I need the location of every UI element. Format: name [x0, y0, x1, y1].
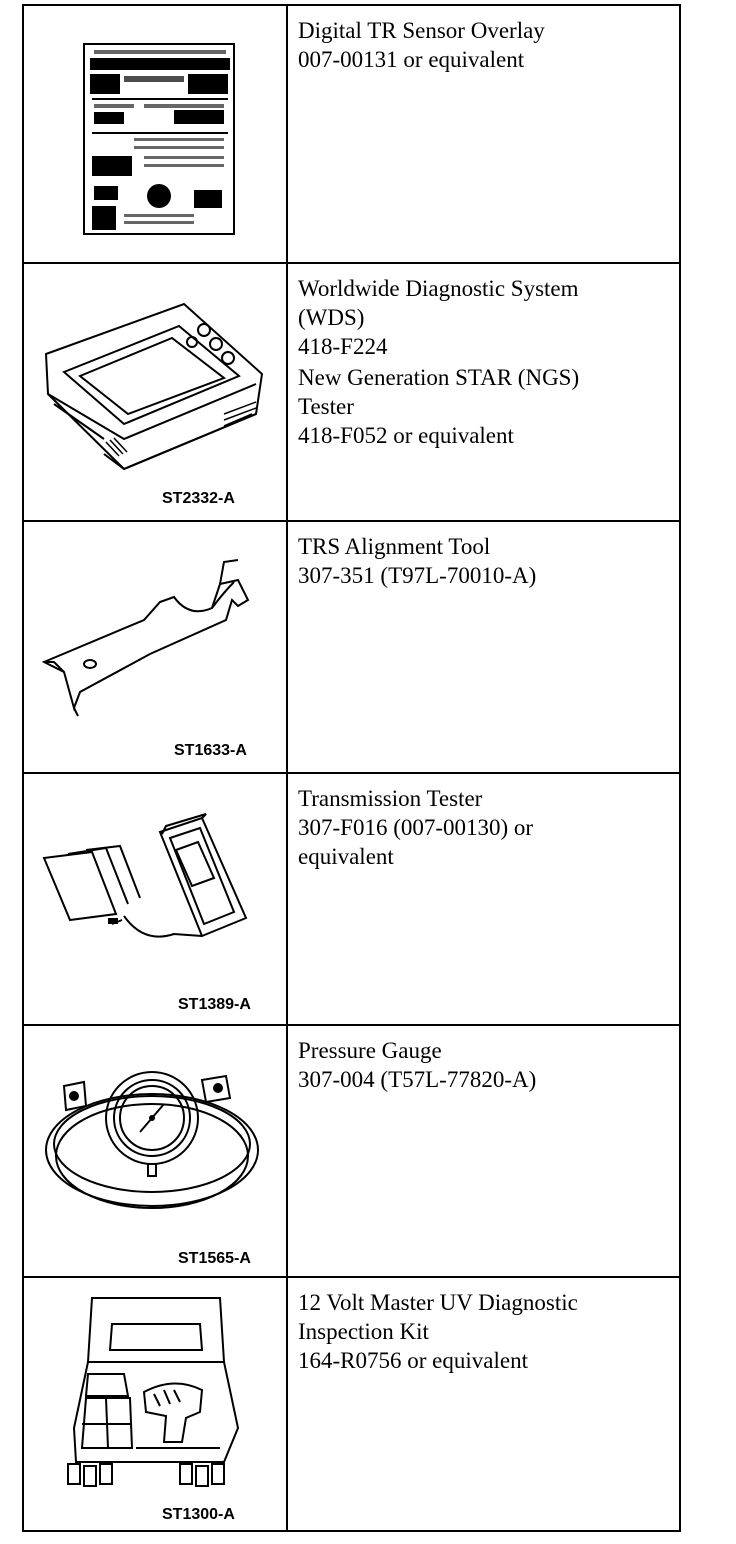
table-row: [23, 773, 680, 1025]
tool-number: 164-R0756 or equivalent: [298, 1348, 528, 1373]
transmission-tester-icon: [24, 774, 286, 1026]
diagnostic-tester-icon: [24, 264, 286, 522]
table-row: [23, 263, 680, 521]
table-row: [23, 1277, 680, 1531]
tool-image-cell: [23, 5, 287, 263]
tool-description-cell: [287, 1025, 680, 1277]
tool-name: Digital TR Sensor Overlay: [298, 18, 545, 43]
illustration-code: ST1389-A: [178, 996, 251, 1013]
tool-name: TRS Alignment Tool: [298, 534, 491, 559]
tool-description-cell: [287, 521, 680, 773]
tool-image-cell: [23, 1277, 287, 1531]
tool-description-cell: [287, 1277, 680, 1531]
tool-image-cell: [23, 1025, 287, 1277]
tool-name-cont: Tester: [298, 394, 354, 419]
tool-image-cell: [23, 773, 287, 1025]
tool-name: New Generation STAR (NGS): [298, 365, 580, 390]
table-row: [23, 5, 680, 263]
tool-description-cell: [287, 263, 680, 521]
illustration-code: ST1565-A: [178, 1250, 251, 1267]
special-tools-table: [22, 4, 681, 1532]
tool-name: 12 Volt Master UV Diagnostic: [298, 1290, 578, 1315]
pressure-gauge-icon: [24, 1026, 286, 1278]
overlay-sheet-icon: [24, 6, 286, 264]
tool-name: Worldwide Diagnostic System: [298, 276, 579, 301]
tool-name-cont: (WDS): [298, 305, 365, 330]
tool-image-cell: [23, 521, 287, 773]
tool-name-cont: Inspection Kit: [298, 1319, 429, 1344]
tool-description-cell: [287, 773, 680, 1025]
illustration-code: ST2332-A: [162, 490, 235, 507]
tool-number: 307-F016 (007-00130) or: [298, 815, 534, 840]
tool-number: 418-F224: [298, 334, 388, 359]
tool-name: Pressure Gauge: [298, 1038, 442, 1063]
alignment-tool-icon: [24, 522, 286, 774]
tool-number: 418-F052 or equivalent: [298, 423, 514, 448]
table-row: [23, 521, 680, 773]
tool-name: Transmission Tester: [298, 786, 483, 811]
uv-inspection-kit-icon: [24, 1278, 286, 1532]
tool-number: 007-00131 or equivalent: [298, 47, 525, 72]
table-row: [23, 1025, 680, 1277]
illustration-code: ST1300-A: [162, 1506, 235, 1523]
tool-number: 307-351 (T97L-70010-A): [298, 563, 537, 588]
tool-image-cell: [23, 263, 287, 521]
tool-number: 307-004 (T57L-77820-A): [298, 1067, 537, 1092]
tool-description-cell: [287, 5, 680, 263]
illustration-code: ST1633-A: [174, 742, 247, 759]
tool-number-cont: equivalent: [298, 844, 394, 869]
